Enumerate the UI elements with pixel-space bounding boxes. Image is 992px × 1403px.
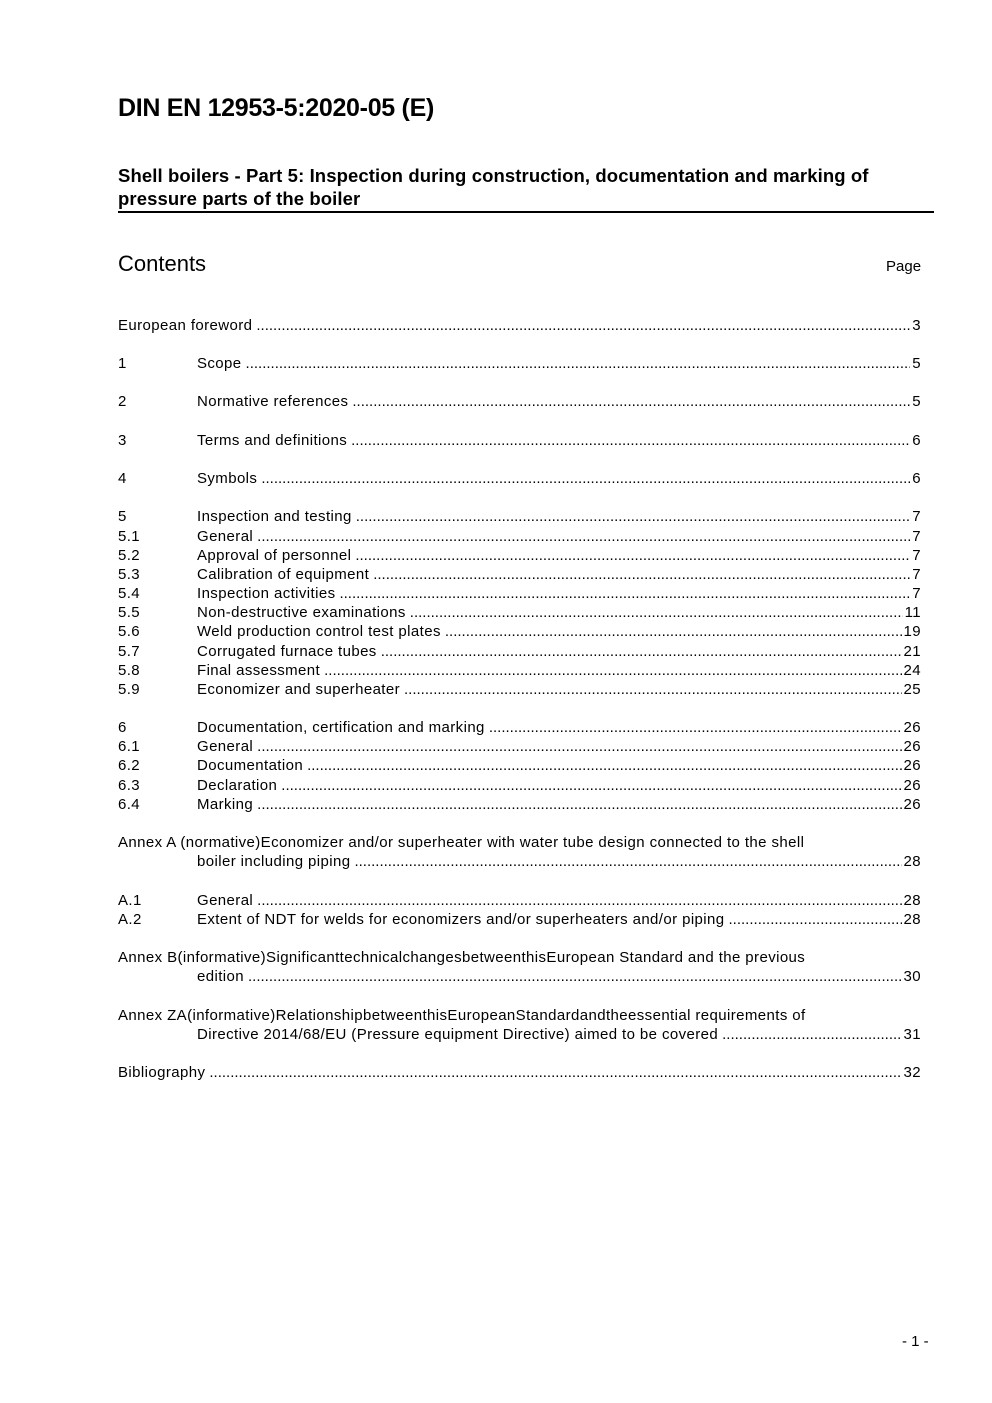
toc-entry-a-1[interactable]: A.1 General ..... 28: [118, 891, 921, 910]
toc-entry-6-4[interactable]: 6.4 Marking ..... 26: [118, 795, 921, 814]
toc-entry-annex-a-continued[interactable]: boiler including piping ..... 28: [197, 852, 921, 871]
toc-entry-annex-a[interactable]: Annex A (normative)Economizer and/or superheater with water tube design connected to the shell: [118, 834, 805, 851]
toc-entry-annex-za-continued[interactable]: Directive 2014/68/EU (Pressure equipment Directive) aimed to be covered ..... 31: [197, 1025, 921, 1044]
toc-entry-5-7[interactable]: 5.7 Corrugated furnace tubes ..... 21: [118, 642, 921, 661]
toc-entry-bibliography[interactable]: Bibliography ..... 32: [118, 1063, 921, 1082]
toc-entry-5-3[interactable]: 5.3 Calibration of equipment ..... 7: [118, 565, 921, 584]
toc-entry-6-3[interactable]: 6.3 Declaration ..... 26: [118, 776, 921, 795]
toc-entry-6[interactable]: 6 Documentation, certification and marking ..... 26: [118, 718, 921, 737]
toc-entry-5-4[interactable]: 5.4 Inspection activities ..... 7: [118, 584, 921, 603]
toc-entry-6-1[interactable]: 6.1 General ..... 26: [118, 737, 921, 756]
toc-entry-5-6[interactable]: 5.6 Weld production control test plates ..... 19: [118, 622, 921, 641]
page-number: - 1 -: [902, 1333, 929, 1350]
toc-entry-5-1[interactable]: 5.1 General ..... 7: [118, 527, 921, 546]
toc-entry-5-2[interactable]: 5.2 Approval of personnel ..... 7: [118, 546, 921, 565]
toc-entry-annex-za[interactable]: Annex ZA(informative)RelationshipbetweenthisEuropeanStandardandtheessential requirements of: [118, 1007, 806, 1024]
document-title: DIN EN 12953-5:2020-05 (E): [118, 94, 434, 122]
document-subtitle: Shell boilers - Part 5: Inspection during construction, documentation and marking of pressure parts of the boiler: [118, 164, 934, 213]
toc-entry-annex-b[interactable]: Annex B(informative)SignificanttechnicalchangesbetweenthisEuropean Standard and the previous: [118, 949, 806, 966]
toc-entry-5-9[interactable]: 5.9 Economizer and superheater ..... 25: [118, 680, 921, 699]
toc-entry-6-2[interactable]: 6.2 Documentation ..... 26: [118, 756, 921, 775]
contents-heading: Contents: [118, 251, 207, 276]
toc-entry-european-foreword[interactable]: European foreword ..... 3: [118, 316, 921, 335]
toc-entry-2[interactable]: 2 Normative references ..... 5: [118, 392, 921, 411]
toc-entry-a-2[interactable]: A.2 Extent of NDT for welds for economizers and/or superheaters and/or piping ..... 28: [118, 910, 921, 929]
toc-entry-annex-b-continued[interactable]: edition ..... 30: [197, 967, 921, 986]
toc-entry-4[interactable]: 4 Symbols ..... 6: [118, 469, 921, 488]
page-column-heading: Page: [886, 258, 922, 275]
toc-entry-5-8[interactable]: 5.8 Final assessment ..... 24: [118, 661, 921, 680]
toc-entry-5[interactable]: 5 Inspection and testing ..... 7: [118, 507, 921, 526]
toc-entry-5-5[interactable]: 5.5 Non-destructive examinations ..... 11: [118, 603, 921, 622]
toc-entry-1[interactable]: 1 Scope ..... 5: [118, 354, 921, 373]
toc-entry-3[interactable]: 3 Terms and definitions ..... 6: [118, 431, 921, 450]
